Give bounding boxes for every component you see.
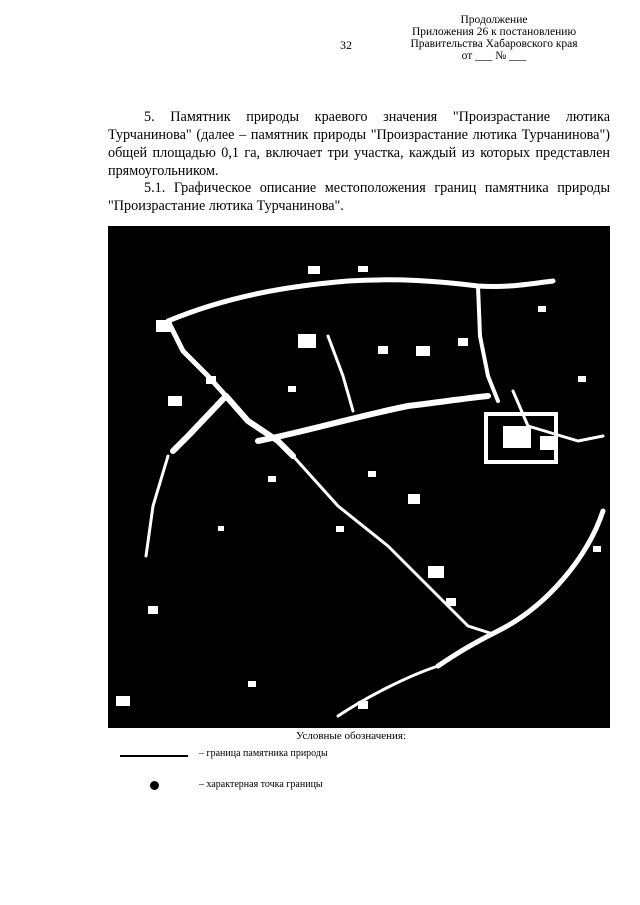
paragraph-description: 5. Памятник природы краевого значения "Произрастание лютика Турчанинова" (далее – памятник природы "Произрастание лютика Турчанинова") общей площадью 0,1 га, включает три участка, каждый из которых представлен прямоугольником. [108,109,610,179]
header-line-continuation: Продолжение [460,14,528,26]
header-line-appendix: Приложения 26 к постановлению [411,26,577,38]
satellite-map [108,226,610,728]
header-line-date-number: от ___ № ___ [461,50,527,62]
legend-title: Условные обозначения: [296,730,407,742]
paragraph-graphic-description: 5.1. Графическое описание местоположения границ памятника природы "Произрастание лютика Турчанинова". [108,180,610,214]
legend-point-label: – характерная точка границы [199,779,323,790]
legend-boundary-line-icon [120,755,188,757]
legend-boundary-label: – граница памятника природы [199,748,328,759]
header-block [374,14,614,62]
header-line-government: Правительства Хабаровского края [410,38,578,50]
map-image [108,226,610,728]
page-number: 32 [340,38,352,52]
legend-point-dot-icon [150,781,159,790]
